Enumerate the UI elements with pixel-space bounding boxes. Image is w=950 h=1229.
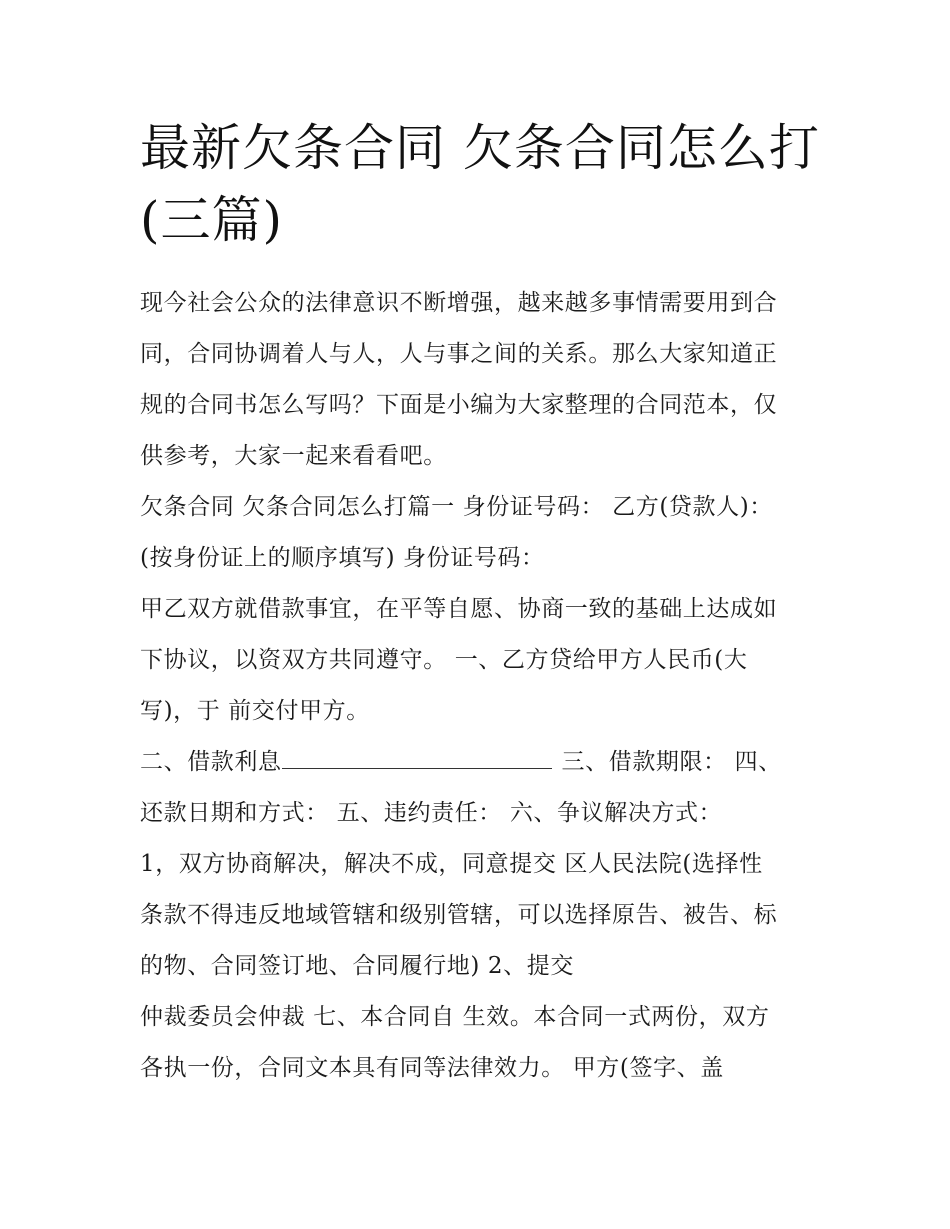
- body-line: 还款日期和方式： 五、违约责任： 六、争议解决方式：: [140, 800, 723, 826]
- document-title: [140, 112, 820, 256]
- body-line: 仲裁委员会仲裁 七、本合同自 生效。本合同一式两份，双方: [140, 1004, 770, 1030]
- body-line: 现今社会公众的法律意识不断增强，越来越多事情需要用到合: [140, 290, 778, 316]
- body-line: 各执一份，合同文本具有同等法律效力。 甲方(签字、盖: [140, 1055, 724, 1081]
- body-line: 1，双方协商解决，解决不成，同意提交 区人民法院(选择性: [140, 851, 763, 877]
- body-line: (按身份证上的顺序填写) 身份证号码：: [140, 545, 545, 571]
- title-line-1: 最新欠条合同 欠条合同怎么打: [140, 119, 820, 177]
- body-line: 供参考，大家一起来看看吧。: [140, 443, 447, 469]
- body-line: 下协议，以资双方共同遵守。 一、乙方贷给甲方人民币(大: [140, 647, 748, 673]
- document-body: [140, 278, 820, 1094]
- body-line: 的物、合同签订地、合同履行地) 2、提交: [140, 953, 574, 979]
- title-line-2: (三篇): [140, 191, 284, 249]
- body-line: 写)，于 前交付甲方。: [140, 698, 370, 724]
- interest-line-rest: 三、借款期限： 四、: [553, 749, 782, 775]
- body-line: 甲乙双方就借款事宜，在平等自愿、协商一致的基础上达成如: [140, 596, 778, 622]
- body-line-interest: [140, 737, 820, 788]
- body-line: 同，合同协调着人与人，人与事之间的关系。那么大家知道正: [140, 341, 778, 367]
- fill-in-blank-line: [282, 748, 552, 769]
- body-line: 欠条合同 欠条合同怎么打篇一 身份证号码： 乙方(贷款人)：: [140, 494, 773, 520]
- body-line: 条款不得违反地域管辖和级别管辖，可以选择原告、被告、标: [140, 902, 778, 928]
- interest-label: 二、借款利息: [140, 749, 282, 775]
- body-line: 规的合同书怎么写吗？下面是小编为大家整理的合同范本，仅: [140, 392, 778, 418]
